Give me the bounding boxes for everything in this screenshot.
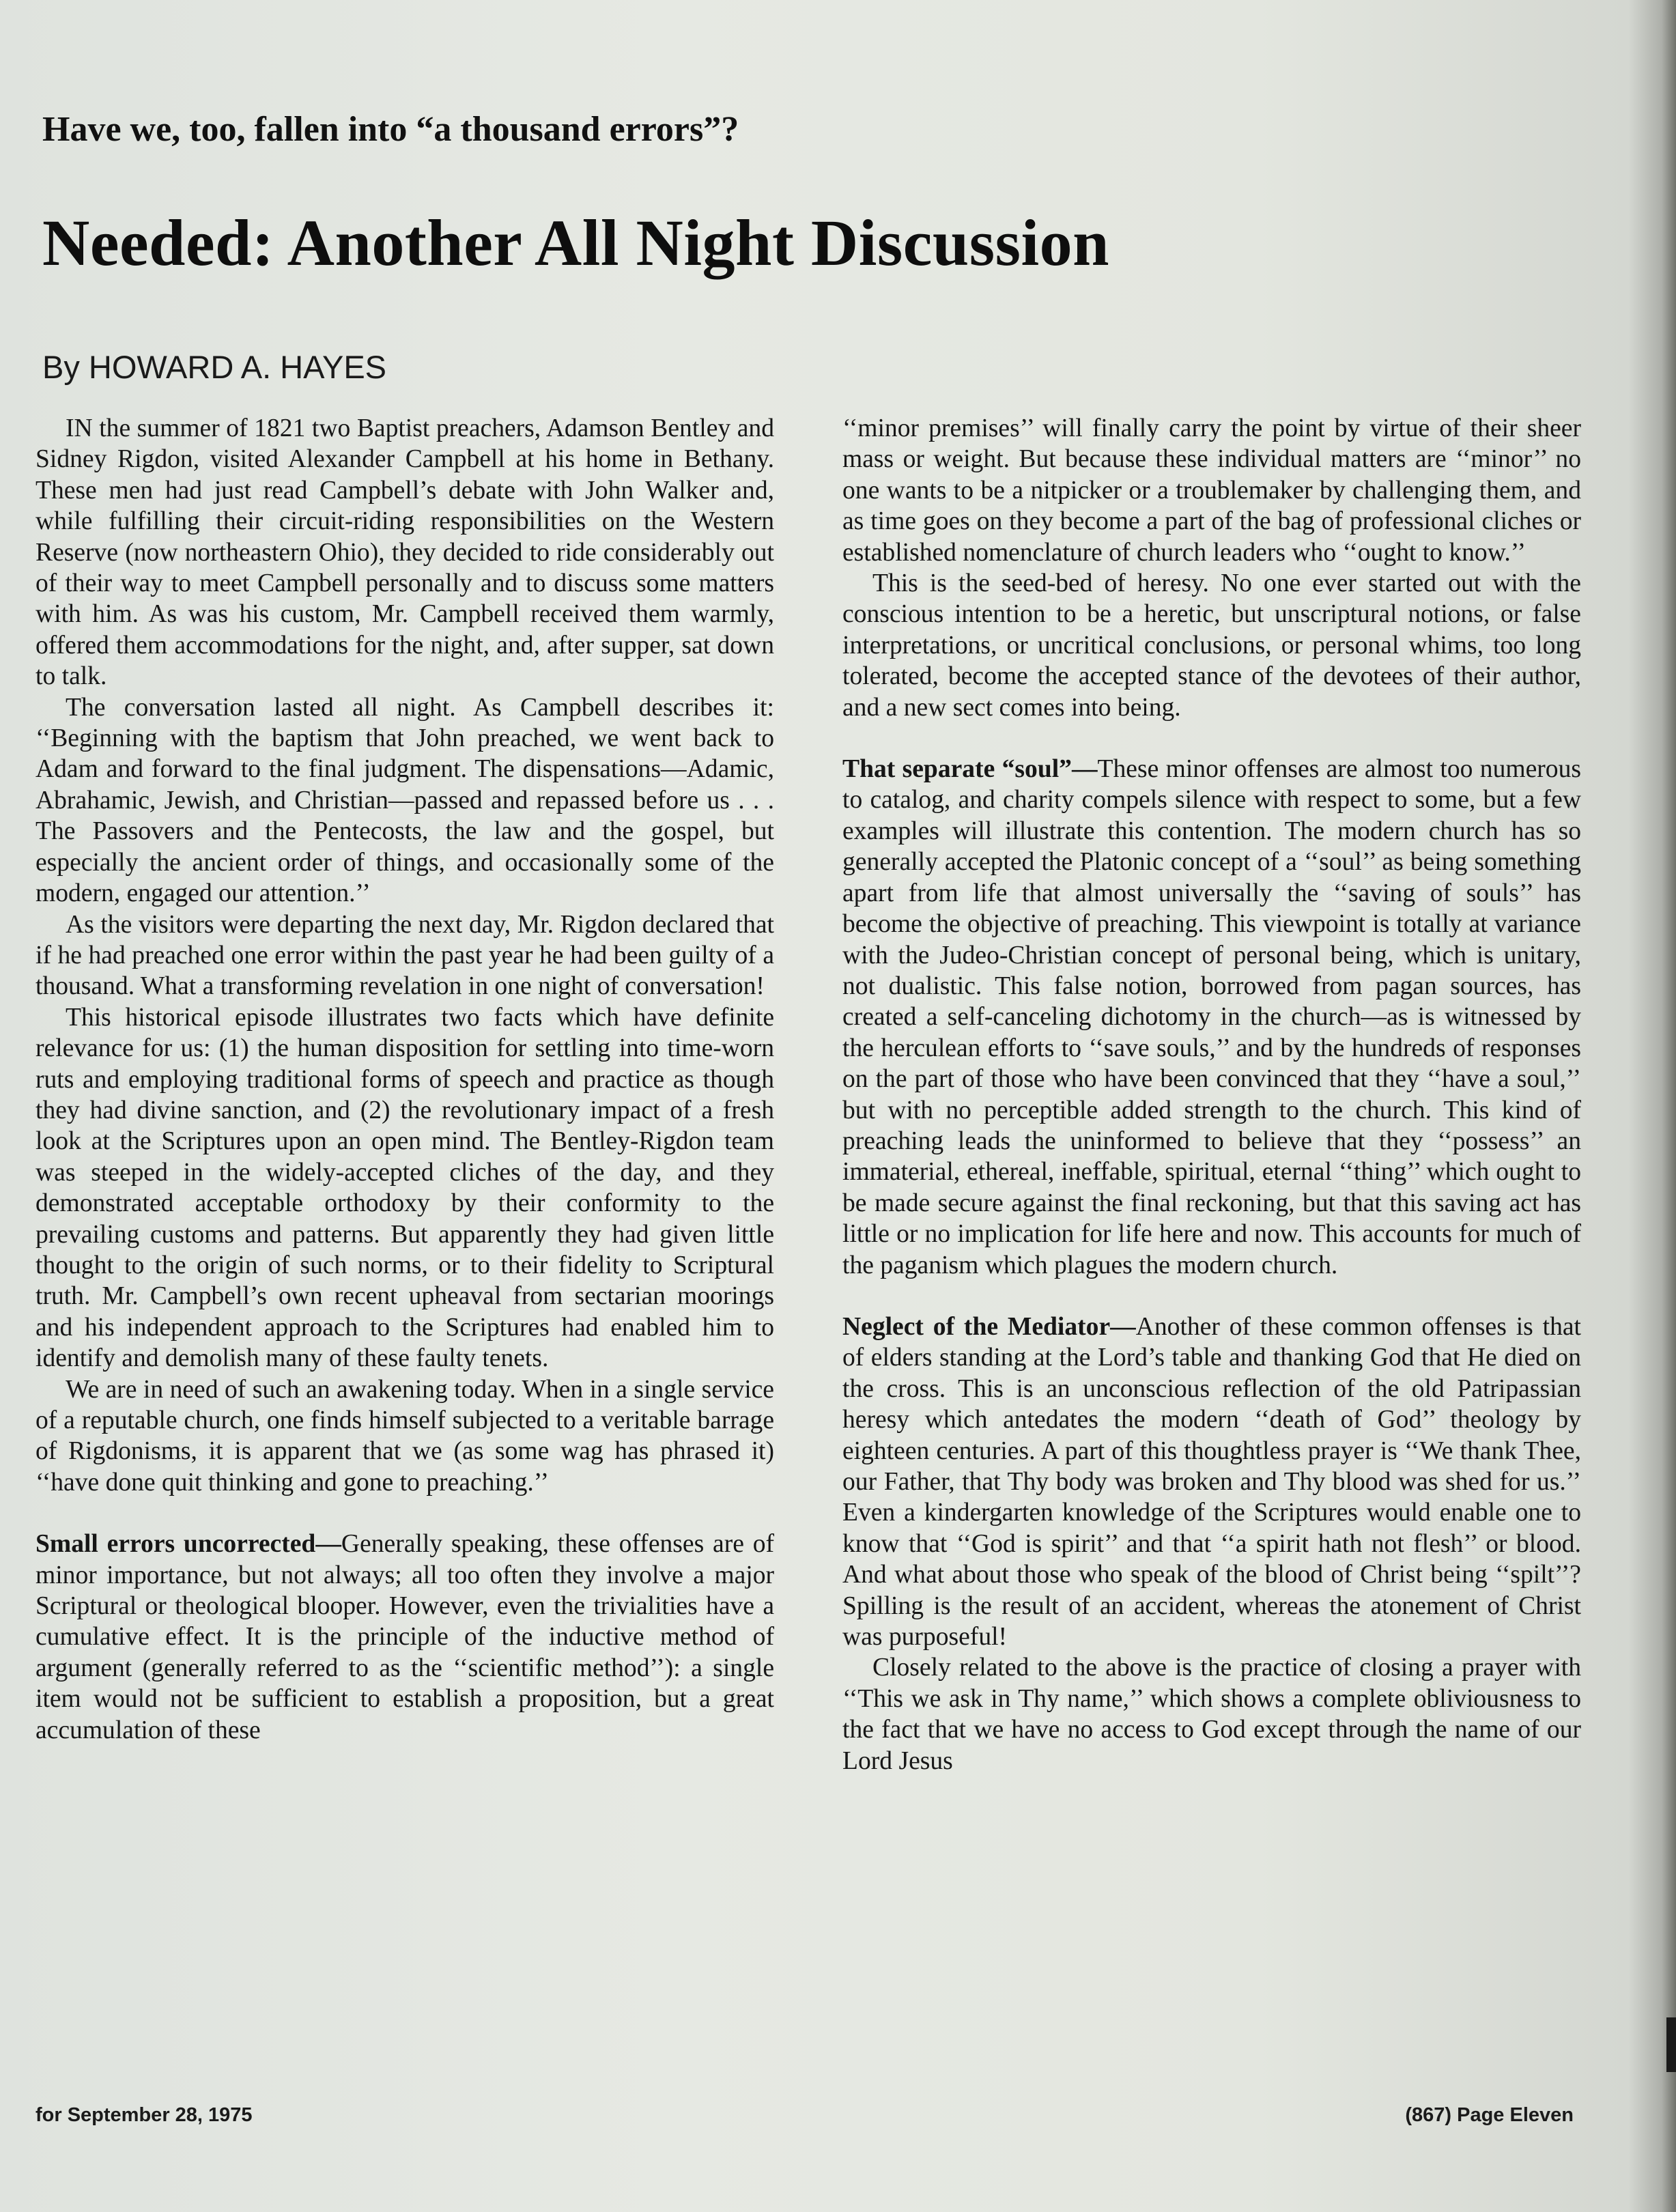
paragraph: This is the seed-bed of heresy. No one ever started out with the conscious intention to be a heretic, but unscriptural notions, or false interpretations, or uncritical conclusions, or personal whims, too long tolerated, become the accepted stance of the devotees of their author, and a new sect comes into being. (842, 569, 1581, 722)
subheading-neglect-mediator: Neglect of the Mediator— (842, 1312, 1136, 1341)
subheading-separate-soul: That separate “soul”— (842, 755, 1098, 784)
paragraph: Closely related to the above is the practice of closing a prayer with ‘‘This we ask in Thy name,’’ which shows a complete obliviousness to the fact that we have no access to God except through the name of our Lord Jesus (842, 1654, 1581, 1775)
left-column (35, 413, 774, 1746)
right-column (842, 413, 1581, 1776)
paragraph: As the visitors were departing the next day, Mr. Rigdon declared that if he had preached one error within the past year he had been guilty of a thousand. What a transforming revelation in one night of conversation! (35, 910, 774, 1001)
article-byline: By HOWARD A. HAYES (42, 349, 387, 385)
subsection-paragraph (842, 754, 1581, 1281)
subsection-paragraph (842, 1311, 1581, 1652)
paragraph-text: These minor offenses are almost too numerous to catalog, and charity compels silence with respect to some, but a few examples will illustrate this contention. The modern church has so generally accepted the Platonic concept of a ‘‘soul’’ as being something apart from life that almost universally the ‘‘saving of souls’’ has become the objective of preaching. This viewpoint is totally at variance with the Judeo-Christian concept of personal being, which is unitary, not dualistic. This false notion, borrowed from pagan sources, has created a self-canceling dichotomy in the church—as is witnessed by the herculean efforts to ‘‘save souls,’’ and by the hundreds of responses on the part of those who have been convinced that they ‘‘have a soul,’’ but with no perceptible added strength to the church. This kind of preaching leads the uninformed to believe that they ‘‘possess’’ an immaterial, ethereal, ineffable, spiritual, eternal ‘‘thing’’ which ought to be made secure against the final reckoning, but that this saving act has little or no implication for life here and now. This accounts for much of the paganism which plagues the modern church. (842, 755, 1581, 1279)
page-edge-mark (1666, 2017, 1676, 2072)
subheading-small-errors: Small errors uncorrected— (35, 1530, 341, 1559)
paragraph: IN the summer of 1821 two Baptist preachers, Adamson Bentley and Sidney Rigdon, visited Alexander Campbell at his home in Bethany. These men had just read Campbell’s debate with John Walker and, while fulfilling their circuit-riding responsibilities on the Western Reserve (now northeastern Ohio), they decided to ride considerably out of their way to meet Campbell personally and to discuss some matters with him. As was his custom, Mr. Campbell received them warmly, offered them accommodations for the night, and, after supper, sat down to talk. (35, 414, 774, 691)
article-title: Needed: Another All Night Discussion (42, 206, 1110, 279)
paragraph-text: Generally speaking, these offenses are of minor importance, but not always; all too often they involve a major Scriptural or theological blooper. However, even the trivialities have a cumulative effect. It is the principle of the inductive method of argument (generally referred to as the ‘‘scientific method’’): a single item would not be sufficient to establish a proposition, but a great accumulation of these (35, 1530, 774, 1744)
page-edge-shadow (1628, 0, 1676, 2212)
footer-date: for September 28, 1975 (35, 2104, 253, 2126)
footer-page-number: (867) Page Eleven (1405, 2104, 1574, 2126)
paragraph: This historical episode illustrates two facts which have definite relevance for us: (1) the human disposition for settling into time-worn ruts and employing traditional forms of speech and practice as though they had divine sanction, and (2) the revolutionary impact of a fresh look at the Scriptures upon an open mind. The Bentley-Rigdon team was steeped in the widely-accepted cliches of the day, and they demonstrated acceptable orthodoxy by their conformity to the prevailing customs and patterns. But apparently they had given little thought to the origin of such norms, or to their fidelity to Scriptural truth. Mr. Campbell’s own recent upheaval from sectarian moorings and his independent approach to the Scriptures had enabled him to identify and demolish many of these faulty tenets. (35, 1003, 774, 1373)
article-kicker: Have we, too, fallen into “a thousand errors”? (42, 110, 739, 149)
paragraph: We are in need of such an awakening today. When in a single service of a reputable church, one finds himself subjected to a veritable barrage of Rigdonisms, it is apparent that we (as some wag has phrased it) ‘‘have done quit thinking and gone to preaching.’’ (35, 1375, 774, 1497)
paragraph: ‘‘minor premises’’ will finally carry the point by virtue of their sheer mass or weight. But because these individual matters are ‘‘minor’’ no one wants to be a nitpicker or a troublemaker by challenging them, and as time goes on they become a part of the bag of professional cliches or established nomenclature of church leaders who ‘‘ought to know.’’ (842, 414, 1581, 567)
paragraph-text: Another of these common offenses is that of elders standing at the Lord’s table and thanking God that He died on the cross. This is an unconscious reflection of the old Patripassian heresy which antedates the modern ‘‘death of God’’ theology by eighteen centuries. A part of this thoughtless prayer is ‘‘We thank Thee, our Father, that Thy body was broken and Thy blood was shed for us.’’ Even a kindergarten knowledge of the Scriptures would enable one to know that ‘‘God is spirit’’ and that ‘‘a spirit hath not flesh’’ or blood. And what about those who speak of the blood of Christ being ‘‘spilt’’? Spilling is the result of an accident, whereas the atonement of Christ was purposeful! (842, 1312, 1581, 1651)
subsection-paragraph (35, 1529, 774, 1746)
paragraph: The conversation lasted all night. As Campbell describes it: ‘‘Beginning with the baptism that John preached, we went back to Adam and forward to the final judgment. The dispensations—Adamic, Abrahamic, Jewish, and Christian—passed and repassed before us . . . The Passovers and the Pentecosts, the law and the gospel, but especially the ancient order of things, and occasionally some of the modern, engaged our attention.’’ (35, 693, 774, 908)
